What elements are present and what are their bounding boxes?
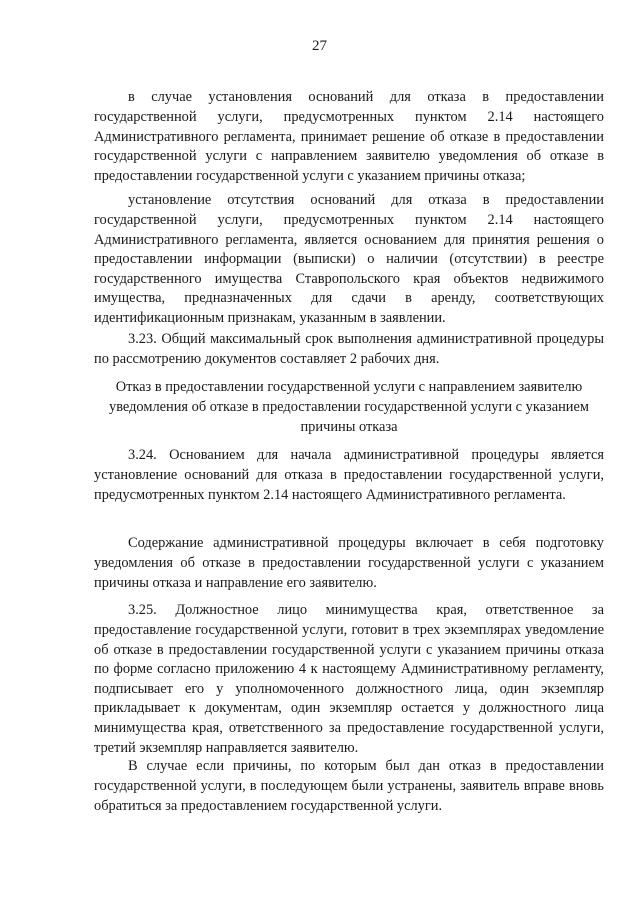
paragraph-3-23: 3.23. Общий максимальный срок выполнения административной процедуры по рассмотрению документов составляет 2 рабочих дня.: [94, 331, 604, 367]
paragraph-procedure-content: Содержание административной процедуры включает в себя подготовку уведомления об отказе в предоставлении государственной услуги с указанием причины отказа и направление его заявителю.: [94, 535, 604, 591]
paragraph-reapply: В случае если причины, по которым был дан отказ в предоставлении государственной услуги, в последующем были устранены, заявитель вправе вновь обратиться за предоставлением государственной услуги.: [94, 758, 604, 814]
page-number: 27: [312, 38, 327, 54]
paragraph-refusal-decision: в случае установления оснований для отказа в предоставлении государственной услуги, предусмотренных пунктом 2.14 настоящего Административного регламента, принимает решение об отказе в предоставлении государственной услуги с направлением заявителю уведомления об отказе в предоставлении государственной услуги с указанием причины отказа;: [94, 89, 604, 184]
paragraph-3-24: 3.24. Основанием для начала административной процедуры является установление оснований для отказа в предоставлении государственной услуги, предусмотренных пунктом 2.14 настоящего Административного регламента.: [94, 447, 604, 503]
paragraph-no-grounds-for-refusal: установление отсутствия оснований для отказа в предоставлении государственной услуги, предусмотренных пунктом 2.14 настоящего Административного регламента, является основанием для принятия решения о предоставлении информации (выписки) о наличии (отсутствии) в реестре государственного имущества Ставропольского края объектов недвижимого имущества, предназначенных для сдачи в аренду, соответствующих идентификационным признакам, указанным в заявлении.: [94, 192, 604, 326]
section-heading: Отказ в предоставлении государственной услуги с направлением заявителю уведомления об отказе в предоставлении государственной услуги с указанием причины отказа: [109, 379, 589, 435]
paragraph-3-25: 3.25. Должностное лицо минимущества края, ответственное за предоставление государственной услуги, готовит в трех экземплярах уведомление об отказе в предоставлении государственной услуги с указанием причины отказа по форме согласно приложению 4 к настоящему Административному регламенту, подписывает его у уполномоченного должностного лица, один экземпляр прикладывает к документам, один экземпляр остается у должностного лица минимущества края, ответственного за предоставление государственной услуги, третий экземпляр направляется заявителю.: [94, 602, 604, 756]
